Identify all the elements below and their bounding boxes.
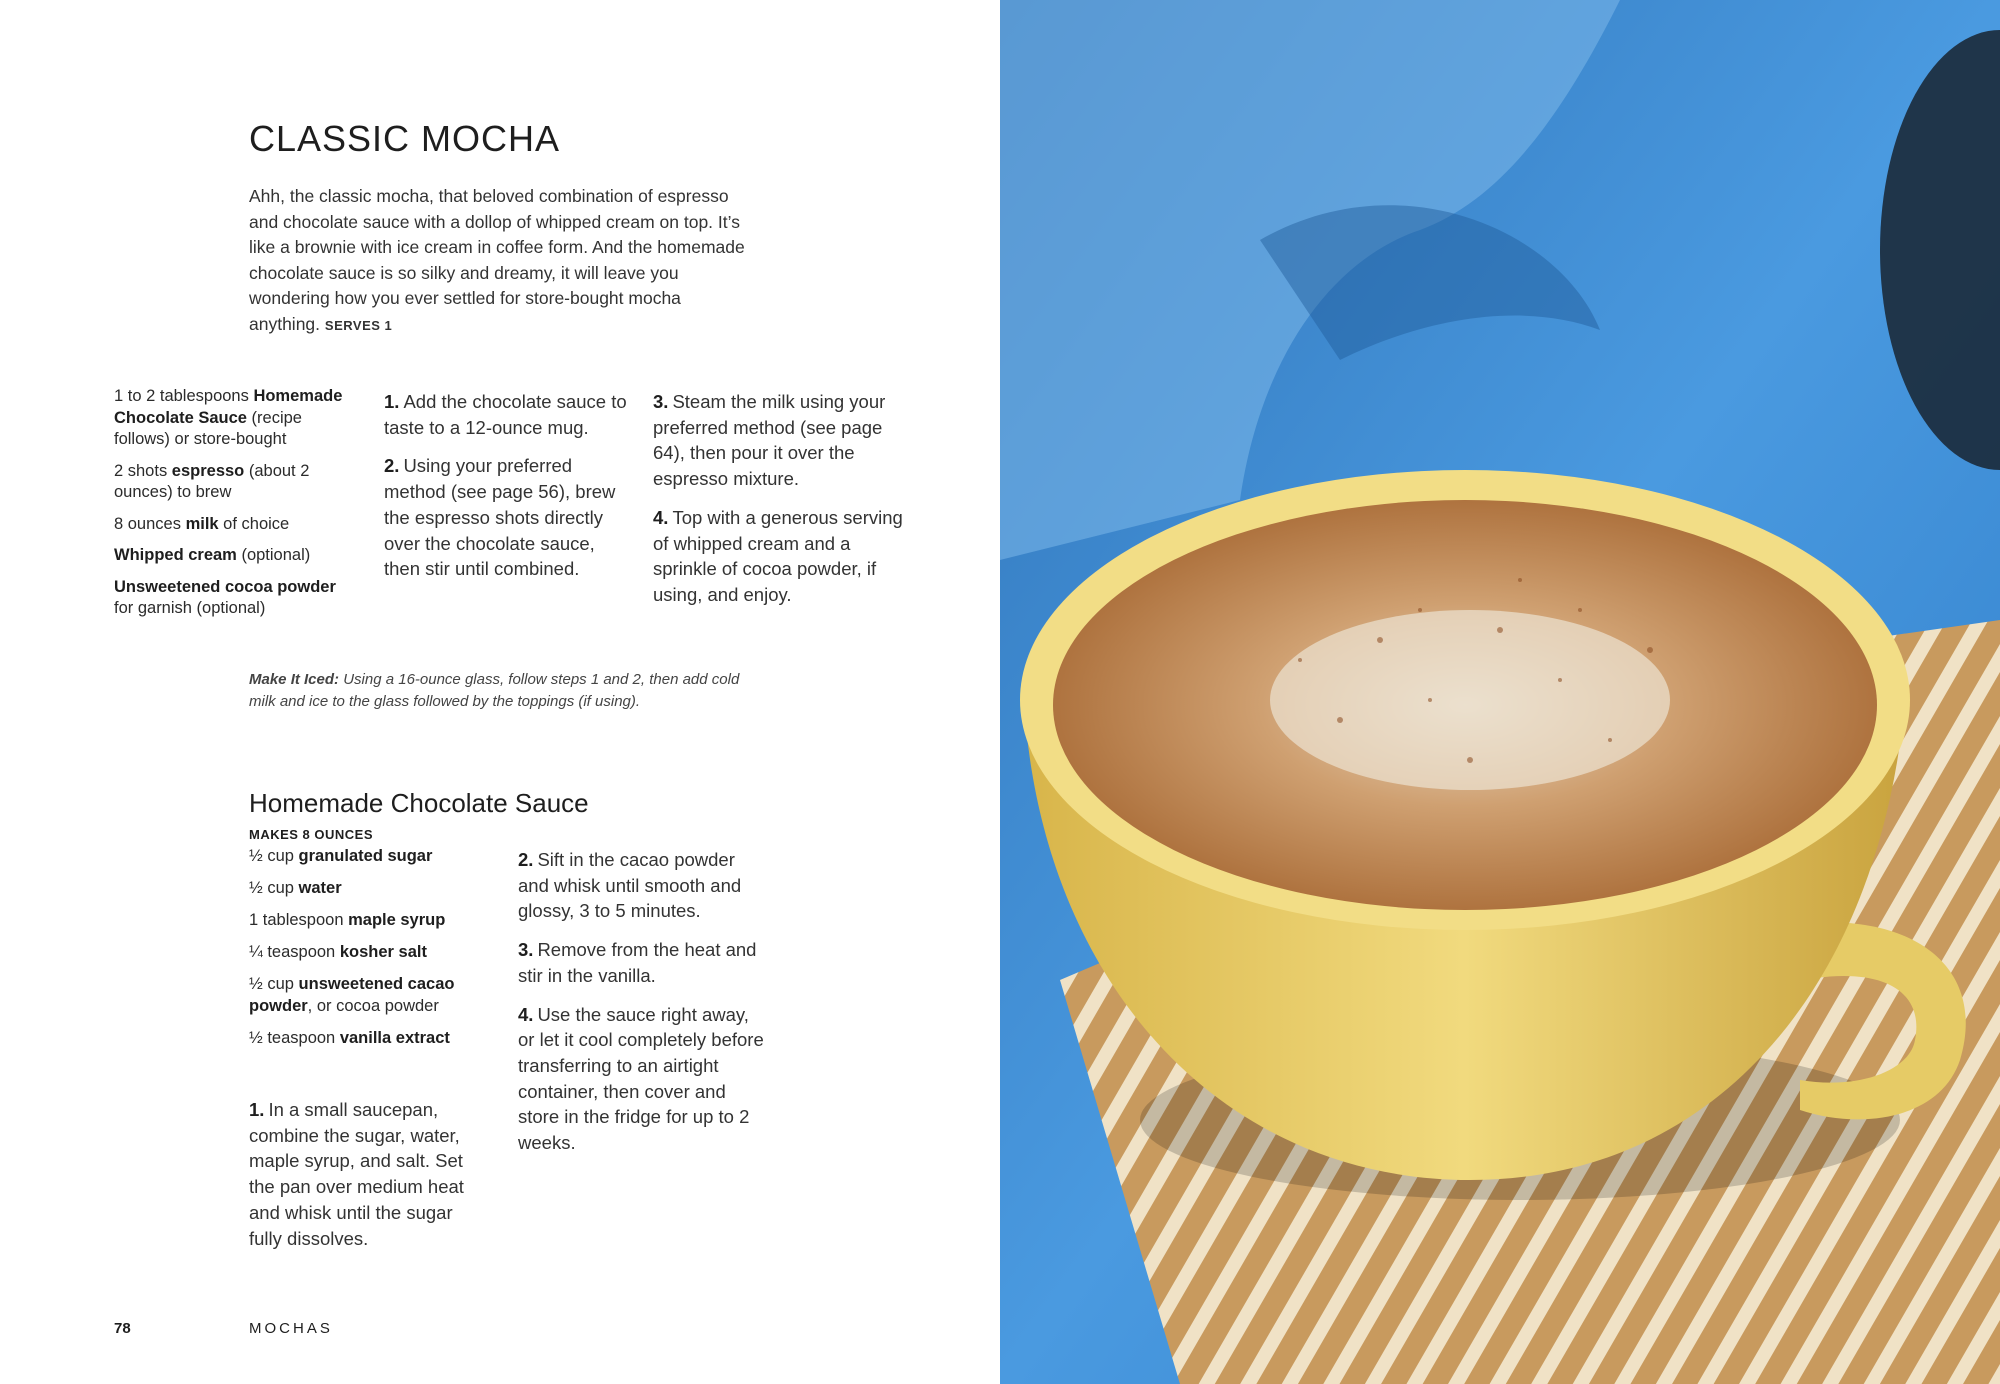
method-steps-column-2 <box>653 389 903 621</box>
ingredient-item: 2 shots espresso (about 2 ounces) to brew <box>114 461 310 501</box>
ingredient-item: Unsweetened cocoa powder for garnish (optional) <box>114 577 336 617</box>
iced-label: Make It Iced: <box>249 671 340 688</box>
method-step: 2. Using your preferred method (see page 56), brew the espresso shots directly over the chocolate sauce, then stir until combined. <box>384 455 616 580</box>
ingredient-item: Whipped cream (optional) <box>114 546 311 564</box>
sauce-steps-column-1 <box>249 1097 479 1264</box>
ingredient-item: ½ cup unsweetened cacao powder, or cocoa powder <box>249 975 455 1015</box>
method-steps-column-1 <box>384 389 634 595</box>
method-step: 2. Sift in the cacao powder and whisk until smooth and glossy, 3 to 5 minutes. <box>518 849 742 922</box>
method-step: 3. Remove from the heat and stir in the vanilla. <box>518 939 757 986</box>
serves-label: SERVES 1 <box>324 317 393 333</box>
makes-label: MAKES 8 OUNCES <box>249 827 374 842</box>
page-number: 78 <box>114 1320 131 1337</box>
iced-text: Using a 16-ounce glass, follow steps 1 and 2, then add cold milk and ice to the glass followed by the toppings (if using). <box>249 671 740 710</box>
ingredient-item: 1 to 2 tablespoons Homemade Chocolate Sauce (recipe follows) or store-bought <box>114 387 343 448</box>
ingredient-item: ½ teaspoon vanilla extract <box>249 1028 450 1047</box>
mocha-photo <box>1000 0 2000 1384</box>
section-name: MOCHAS <box>249 1320 333 1337</box>
mocha-photo-illustration <box>1000 0 2000 1384</box>
iced-variation-note <box>249 669 769 713</box>
recipe-title: CLASSIC MOCHA <box>249 118 561 159</box>
sauce-steps-column-2 <box>518 847 768 1169</box>
ingredient-item: ½ cup granulated sugar <box>249 847 433 865</box>
method-step: 4. Top with a generous serving of whipped cream and a sprinkle of cocoa powder, if using, and enjoy. <box>653 506 903 605</box>
sauce-title: Homemade Chocolate Sauce <box>249 788 589 818</box>
recipe-intro <box>249 184 749 338</box>
method-step: 1. In a small saucepan, combine the sugar, water, maple syrup, and salt. Set the pan over medium heat and whisk until the sugar fully dissolves. <box>249 1099 464 1249</box>
method-step: 3. Steam the milk using your preferred method (see page 64), then pour it over the espresso mixture. <box>653 391 886 490</box>
method-step: 4. Use the sauce right away, or let it cool completely before transferring to an airtight container, then cover and store in the fridge for up to 2 weeks. <box>518 1003 764 1154</box>
ingredient-item: ¼ teaspoon kosher salt <box>249 943 427 961</box>
ingredient-item: ½ cup water <box>249 879 342 897</box>
intro-text: Ahh, the classic mocha, that beloved combination of espresso and chocolate sauce with a dollop of whipped cream on top. It’s like a brownie with ice cream in coffee form. And the homemade chocolate sauce is so silky and dreamy, it will leave you wondering how you ever settled for store-bought mocha anything. <box>249 186 745 334</box>
ingredient-item: 8 ounces milk of choice <box>114 514 290 533</box>
ingredient-list <box>114 386 354 630</box>
ingredient-item: 1 tablespoon maple syrup <box>249 911 446 929</box>
sauce-ingredient-list <box>249 846 479 1060</box>
method-step: 1. Add the chocolate sauce to taste to a 12-ounce mug. <box>384 391 627 438</box>
